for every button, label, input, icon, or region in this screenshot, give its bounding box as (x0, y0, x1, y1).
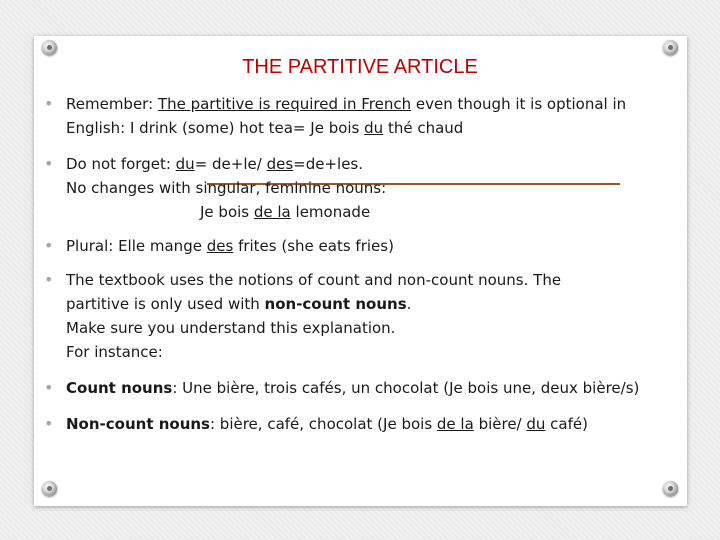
pin-bottom-right-icon (663, 481, 678, 496)
bullet-line: Remember: The partitive is required in French even though it is optional in (66, 95, 627, 113)
slide-title: THE PARTITIVE ARTICLE (242, 56, 478, 78)
bullet-remember (44, 92, 684, 140)
pin-top-right-icon (663, 40, 678, 55)
bullet-line: Je bois de la lemonade (200, 203, 371, 221)
bullet-textbook (44, 268, 684, 364)
bullet-count-nouns (44, 376, 684, 400)
bullet-line: Do not forget: du= de+le/ des=de+les. (66, 155, 364, 173)
bullet-dot-icon: • (44, 414, 54, 433)
bullet-dot-icon: • (44, 94, 54, 113)
pin-top-left-icon (42, 40, 57, 55)
pin-bottom-left-icon (42, 481, 57, 496)
bullet-list (44, 92, 684, 436)
bullet-line: Make sure you understand this explanation. (66, 319, 396, 337)
bullet-line: The textbook uses the notions of count and non-count nouns. The (66, 271, 562, 289)
bullet-line: Plural: Elle mange des frites (she eats fries) (66, 237, 394, 255)
bullet-line: English: I drink (some) hot tea= Je bois du thé chaud (66, 119, 464, 137)
bullet-line: Non-count nouns: bière, café, chocolat (Je bois de la bière/ du café) (66, 415, 588, 433)
bullet-dot-icon: • (44, 154, 54, 173)
bullet-dot-icon: • (44, 270, 54, 289)
bullet-dot-icon: • (44, 236, 54, 255)
bullet-line: No changes with singular, feminine nouns: (66, 179, 387, 197)
bullet-do-not-forget (44, 152, 684, 224)
bullet-non-count-nouns (44, 412, 684, 436)
bullet-line: Count nouns: Une bière, trois cafés, un chocolat (Je bois une, deux bière/s) (66, 379, 640, 397)
bullet-plural (44, 234, 684, 258)
bullet-line: For instance: (66, 343, 163, 361)
bullet-dot-icon: • (44, 378, 54, 397)
bullet-line: partitive is only used with non-count nouns. (66, 295, 412, 313)
